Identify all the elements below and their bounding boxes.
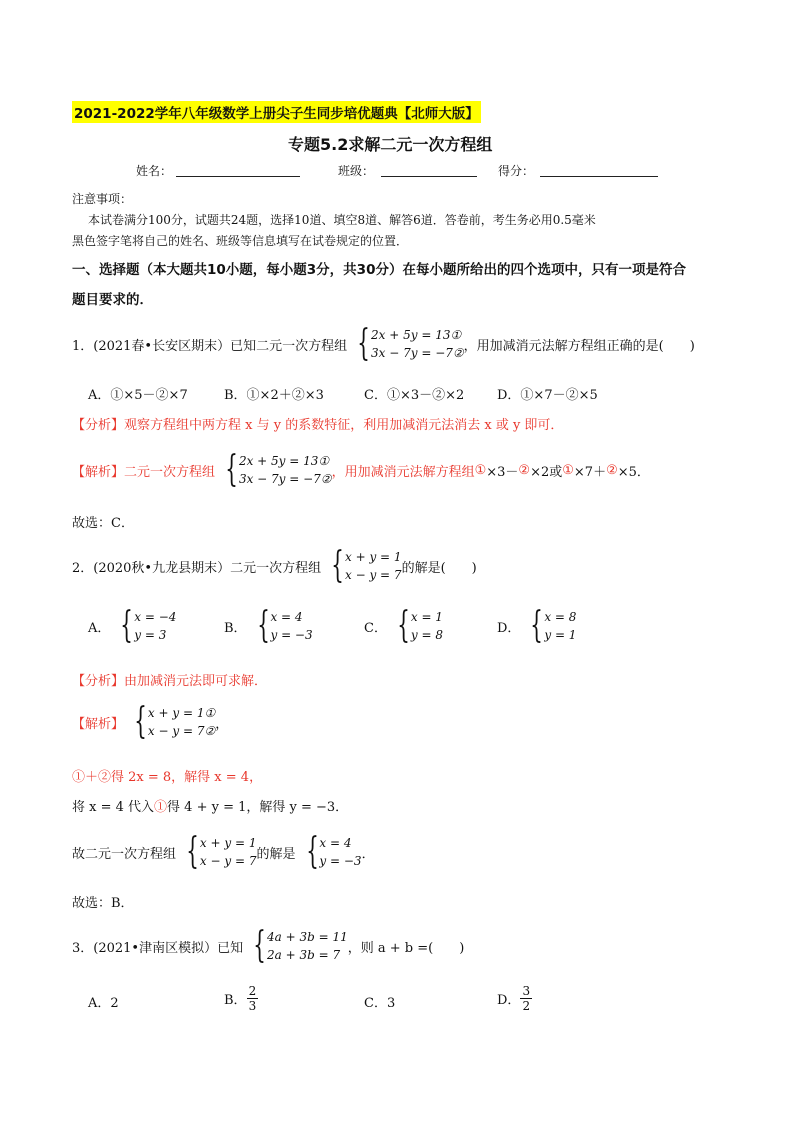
q1-option-d[interactable]: D．①×7－②×5 [497,388,598,403]
option-line-2: y = 3 [134,628,167,642]
brace-icon: { [256,605,270,646]
q3-eq2: 2a + 3b = 7 [267,948,341,962]
q2-step-3 [72,831,375,872]
class-field[interactable] [381,164,477,177]
series-banner: 2021-2022学年八年级数学上册尖子生同步培优题典【北师大版】 [72,101,481,123]
solution-tag: 【解析】 [72,716,125,732]
q2-analysis-text: 由加减消元法即可求解． [124,674,268,689]
analysis-tag: 【分析】 [72,674,125,689]
class-label: 班级： [338,164,375,178]
q1-prefix: 1．(2021春•长安区期末）已知二元一次方程组 [72,338,348,354]
brace-icon: { [397,605,410,646]
q1-solution-text: ，用加减消元法解方程组 [331,464,475,480]
q2-option-a[interactable] [88,605,177,646]
score-field[interactable] [540,164,658,177]
q1-eq2: 3x − 7y = −7② [371,346,464,360]
brace-icon: { [357,323,371,364]
q2-answer: 故选：B． [72,896,134,911]
q1-option-c[interactable]: C．①×3－②×2 [364,388,465,403]
step-ref: ①＋② [72,770,112,785]
step-text: 故二元一次方程组 [72,846,177,862]
q1-option-a[interactable]: A．①×5－②×7 [88,388,188,403]
option-line-2: y = 1 [544,628,577,642]
circled-one: ① [562,462,574,478]
q2-sol-comma: ， [215,716,229,732]
q3-option-c[interactable]: C．3 [364,996,396,1011]
q3-option-a[interactable]: A．2 [88,996,119,1011]
q1-solution-system [215,449,332,490]
notice-line-1: 本试卷满分100分，试题共24题，选择10道、填空8道、解答6道．答卷前，考生务必用0.5毫米 [88,213,596,227]
notice-heading: 注意事项： [72,192,133,206]
step-text: 得 4 + y = 1，解得 y = −3． [167,800,349,815]
q2-sol-eq1: x + y = 1① [147,706,216,720]
brace-icon: { [134,701,147,742]
page-title: 专题5.2求解二元一次方程组 [288,135,493,154]
option-line-2: y = 8 [410,628,443,642]
q2-eq2: x − y = 7 [345,568,402,582]
q3-option-d[interactable] [497,984,532,1013]
numerator: 2 [248,984,257,998]
brace-icon: { [305,831,319,872]
step-text: ． [361,846,375,862]
solution-x: x = 4 [319,836,352,850]
q2-step-1 [72,766,262,785]
option-line-1: x = −4 [134,610,177,624]
q2-option-d[interactable] [497,605,577,646]
q2-eq1: x + y = 1 [345,550,402,564]
brace-icon: { [253,925,267,966]
step-eq1: x + y = 1 [199,836,257,850]
q2-prefix: 2．(2020秋•九龙县期末）二元一次方程组 [72,560,322,576]
option-label: D． [497,620,521,636]
brace-icon: { [225,449,238,490]
q1-solution-text: ×2或 [530,464,563,480]
name-label: 姓名： [136,164,173,178]
solution-y: y = −3 [319,854,362,868]
score-label: 得分： [498,164,535,178]
denominator: 2 [522,999,531,1013]
q1-eq1: 2x + 5y = 13① [371,328,462,342]
circled-one: ① [474,462,487,478]
option-label: B． [224,620,247,636]
q2-sol-eq2: x − y = 7② [147,724,216,738]
option-label: B． [224,993,247,1008]
q2-option-c[interactable] [364,605,443,646]
q1-solution-text: ×7＋ [573,464,607,480]
q1-suffix: ，用加减消元法解方程组正确的是( ) [463,338,695,354]
q3-prefix: 3．(2021•津南区模拟）已知 [72,940,244,956]
q1-system [347,323,464,364]
section-heading-line-2: 题目要求的． [72,292,153,308]
option-label: D． [497,993,521,1008]
q1-sol-eq1: 2x + 5y = 13① [238,454,330,468]
brace-icon: { [530,605,544,646]
question-3 [72,925,465,966]
option-line-1: x = 1 [410,610,443,624]
step-text: 得 2x = 8，解得 x = 4， [111,770,263,785]
circled-two: ② [606,462,618,478]
q3-suffix: ，则 a + b =( ) [347,940,465,956]
brace-icon: { [120,605,134,646]
q1-solution-text: ×3－ [486,464,519,480]
brace-icon: { [331,545,345,586]
q1-analysis [72,414,563,433]
q2-option-b[interactable] [224,605,313,646]
q1-analysis-text: 观察方程组中两方程 x 与 y 的系数特征，利用加减消元法消去 x 或 y 即可． [124,418,564,433]
circled-two: ② [518,462,531,478]
q1-solution-text: ×5． [617,464,650,480]
step-text: 将 x = 4 代入 [72,800,155,815]
step-text: 的解是 [256,846,296,862]
q1-sol-eq2: 3x − 7y = −7② [238,472,332,486]
notice-line-2: 黑色签字笔将自己的姓名、班级等信息填写在试卷规定的位置． [72,234,409,248]
q1-solution-pre: 二元一次方程组 [124,464,216,480]
option-line-1: x = 8 [544,610,577,624]
denominator: 3 [248,999,257,1013]
question-2 [72,545,477,586]
section-heading-line-1: 一、选择题（本大题共10小题，每小题3分，共30分）在每小题所给出的四个选项中，只有一项是符合 [72,262,686,278]
circled-one: ① [154,800,168,815]
option-label: C． [364,620,387,636]
numerator: 3 [522,984,531,998]
option-label: A． [88,620,111,636]
q2-suffix: 的解是( ) [401,560,477,576]
analysis-tag: 【分析】 [72,418,125,433]
q2-step-2 [72,796,348,815]
option-line-1: x = 4 [270,610,303,624]
q1-solution [72,449,650,490]
q3-option-b[interactable] [224,984,258,1013]
q3-eq1: 4a + 3b = 11 [267,930,348,944]
step-eq2: x − y = 7 [199,854,257,868]
q2-solution [72,701,229,742]
option-line-2: y = −3 [270,628,313,642]
solution-tag: 【解析】 [72,464,125,480]
question-1 [72,323,695,364]
q2-analysis [72,670,267,689]
q2-system [321,545,402,586]
q1-answer: 故选：C． [72,516,134,531]
name-field[interactable] [176,164,300,177]
brace-icon: { [186,831,199,872]
q1-option-b[interactable]: B．①×2＋②×3 [224,388,324,403]
